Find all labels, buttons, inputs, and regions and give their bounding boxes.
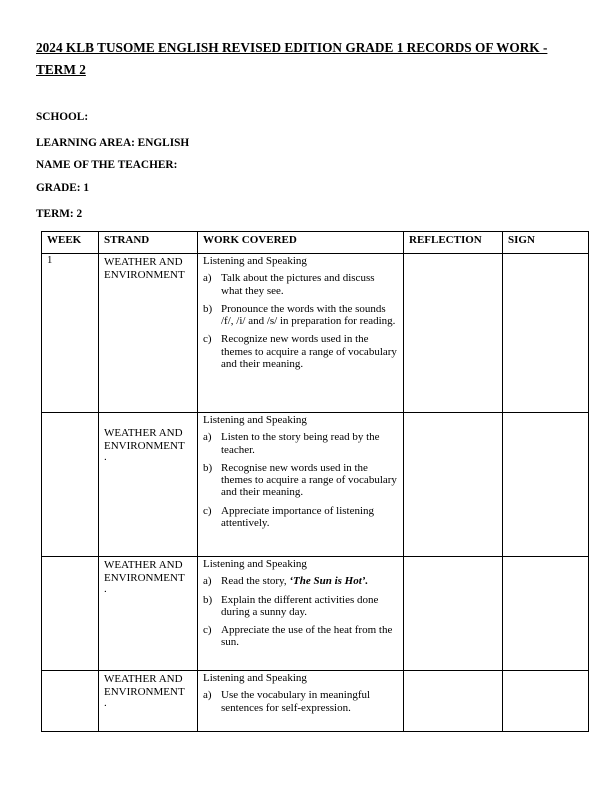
reflection-cell[interactable] — [404, 671, 503, 732]
list-item-text-wrap — [221, 575, 403, 587]
list-item-text-wrap — [221, 333, 403, 370]
list-item-label: a) — [203, 689, 212, 702]
list-item-text: Use the vocabulary in meaningful sentences for self-expression. — [221, 689, 371, 714]
records-table — [41, 231, 589, 732]
list-item — [203, 624, 403, 649]
sign-cell[interactable] — [503, 254, 589, 413]
list-item — [203, 333, 403, 370]
list-item-text: Talk about the pictures and discuss what they see. — [221, 272, 375, 297]
list-item-label: c) — [203, 624, 212, 637]
strand-dot: . — [104, 583, 107, 595]
reflection-cell[interactable] — [404, 254, 503, 413]
table-row — [42, 671, 589, 732]
week-cell — [42, 413, 99, 557]
list-item-text: Appreciate the use of the heat from the sun. — [221, 624, 393, 649]
strand-cell — [99, 557, 198, 671]
section-heading: Listening and Speaking — [203, 255, 307, 267]
list-item-label: a) — [203, 575, 212, 588]
header-strand: STRAND — [99, 232, 198, 254]
work-covered-cell — [198, 254, 404, 413]
document-title: 2024 KLB TUSOME ENGLISH REVISED EDITION GRADE 1 RECORDS OF WORK - TERM 2 — [36, 40, 548, 77]
strand-cell — [99, 413, 198, 557]
list-item-text: Pronounce the words with the sounds /f/, /i/ and /s/ in preparation for reading. — [221, 302, 396, 328]
list-item — [203, 594, 403, 619]
list-item-text-wrap — [221, 689, 403, 714]
reflection-cell[interactable] — [404, 557, 503, 671]
grade-label: GRADE: 1 — [36, 182, 90, 194]
list-item — [203, 272, 403, 297]
list-item-label: c) — [203, 504, 212, 517]
list-item-label: c) — [203, 333, 212, 346]
list-item-label: a) — [203, 272, 212, 285]
section-heading: Listening and Speaking — [203, 558, 307, 570]
list-item-text-wrap — [221, 431, 403, 456]
reflection-cell[interactable] — [404, 413, 503, 557]
section-heading: Listening and Speaking — [203, 414, 307, 426]
table-row — [42, 413, 589, 557]
table-row — [42, 254, 589, 413]
strand-dot: . — [104, 697, 107, 709]
week-cell: 1 — [42, 254, 99, 413]
section-heading: Listening and Speaking — [203, 672, 307, 684]
work-covered-cell — [198, 671, 404, 732]
list-item-text-wrap — [221, 272, 403, 297]
term-label: TERM: 2 — [36, 208, 83, 220]
list-item-text-wrap — [221, 505, 403, 530]
strand-text: WEATHER AND ENVIRONMENT — [104, 673, 185, 698]
list-item — [203, 689, 403, 714]
list-item-text-wrap — [221, 462, 403, 499]
work-covered-cell — [198, 557, 404, 671]
strand-text: WEATHER AND ENVIRONMENT — [104, 427, 185, 452]
list-item-label: a) — [203, 431, 212, 444]
strand-cell — [99, 254, 198, 413]
header-week: WEEK — [42, 232, 99, 254]
strand-dot: . — [104, 451, 107, 463]
list-item-text: Appreciate importance of listening attentively. — [221, 504, 375, 530]
list-item-text-wrap — [221, 303, 403, 328]
list-item-text: Read the story, — [221, 575, 290, 588]
list-item — [203, 505, 403, 530]
list-item-label: b) — [203, 461, 213, 474]
sign-cell[interactable] — [503, 557, 589, 671]
header-work-covered: WORK COVERED — [198, 232, 404, 254]
sign-cell[interactable] — [503, 413, 589, 557]
strand-text: WEATHER AND ENVIRONMENT — [104, 256, 185, 281]
list-item — [203, 462, 403, 499]
list-item — [203, 575, 403, 587]
list-item-text-wrap — [221, 594, 403, 619]
list-item-label: b) — [203, 593, 213, 606]
list-item-text: Recognize new words used in the themes to acquire a range of vocabulary and their meaning. — [221, 333, 397, 371]
story-title: ‘The Sun is Hot’. — [289, 575, 369, 588]
strand-cell — [99, 671, 198, 732]
strand-text: WEATHER AND ENVIRONMENT — [104, 559, 185, 584]
school-label: SCHOOL: — [36, 111, 89, 123]
teacher-name-label: NAME OF THE TEACHER: — [36, 159, 178, 171]
week-cell — [42, 557, 99, 671]
work-covered-cell — [198, 413, 404, 557]
list-item-text: Explain the different activities done during a sunny day. — [221, 593, 379, 618]
header-reflection: REFLECTION — [404, 232, 503, 254]
list-item-label: b) — [203, 302, 213, 315]
list-item — [203, 431, 403, 456]
week-cell — [42, 671, 99, 732]
table-row — [42, 557, 589, 671]
list-item-text: Recognise new words used in the themes to acquire a range of vocabulary and their meaning. — [221, 461, 397, 499]
header-sign: SIGN — [503, 232, 589, 254]
list-item-text-wrap — [221, 624, 403, 649]
learning-area-label: LEARNING AREA: ENGLISH — [36, 137, 190, 149]
list-item — [203, 303, 403, 328]
list-item-text: Listen to the story being read by the teacher. — [221, 431, 380, 456]
sign-cell[interactable] — [503, 671, 589, 732]
table-header-row — [42, 232, 589, 254]
